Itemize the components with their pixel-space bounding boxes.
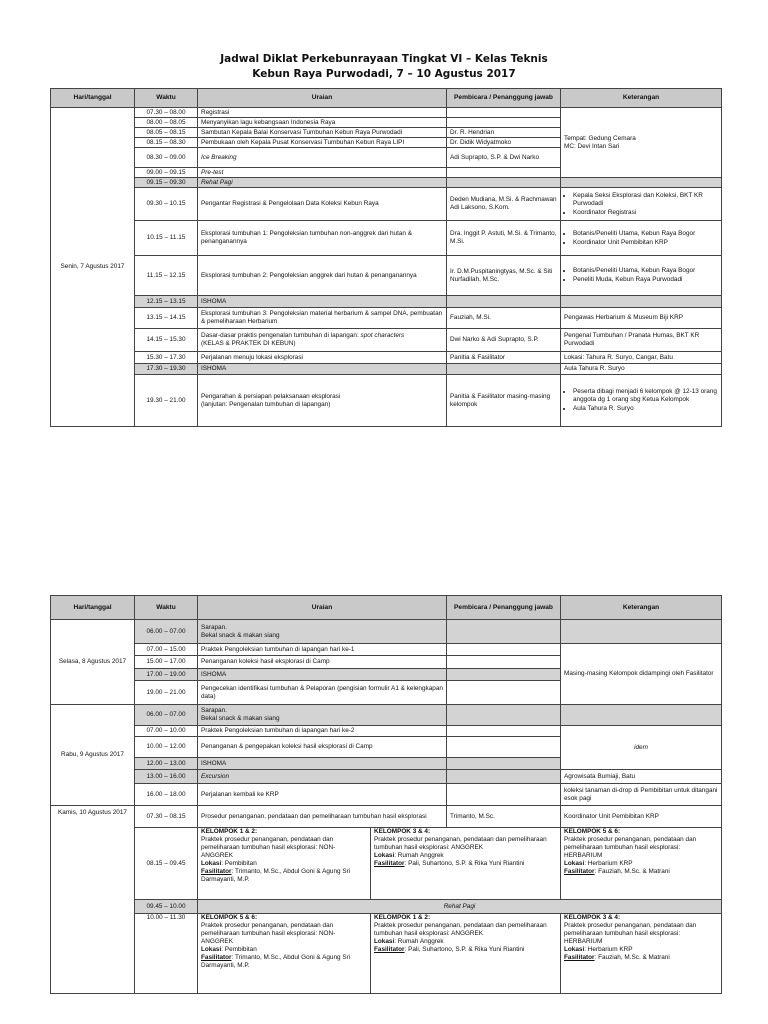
- note-bullet: • Peserta dibagi menjadi 6 kelompok @ 12-13 orang anggota dg 1 orang sbg Ketua Kelompok: [573, 388, 718, 404]
- time-cell: 08.15 – 09.45: [135, 828, 198, 900]
- facilitator-value: : Fauziah, M.Sc. & Matrani: [594, 868, 670, 875]
- speaker-cell: [447, 644, 561, 656]
- desc-text: Bekal snack & makan siang: [201, 631, 280, 639]
- speaker-cell: [447, 681, 561, 705]
- time-cell: 06.00 – 07.00: [135, 705, 198, 726]
- desc-text: Pengarahan & persiapan pelaksanaan eksplorasi: [201, 392, 341, 400]
- col-header-desc: Uraian: [198, 89, 447, 108]
- time-cell: 13.15 – 14.15: [135, 308, 198, 329]
- time-cell: 08.00 – 08.05: [135, 118, 198, 128]
- group-cell: [198, 914, 371, 994]
- note-cell: [561, 108, 722, 178]
- table-row: [51, 726, 722, 737]
- table-row: [51, 108, 722, 118]
- location-label: Lokasi: [201, 946, 222, 953]
- desc-cell: Penanganan & pengepakan koleksi hasil eksplorasi di Camp: [198, 737, 447, 758]
- note-cell: [561, 221, 722, 256]
- speaker-cell: [447, 656, 561, 669]
- note-cell: [561, 178, 722, 188]
- time-cell: 08.05 – 08.15: [135, 128, 198, 138]
- speaker-cell: [447, 620, 561, 644]
- day-cell: Kamis, 10 Agustus 2017: [51, 806, 135, 994]
- desc-cell: ISHOMA: [198, 296, 447, 308]
- time-cell: 07.30 – 08.15: [135, 806, 198, 828]
- col-header-time: Waktu: [135, 596, 198, 620]
- desc-cell: Menyanyikan lagu kebangsaan Indonesia Raya: [198, 118, 447, 128]
- speaker-cell: [447, 758, 561, 770]
- table-row: [51, 705, 722, 726]
- time-cell: 13.00 – 16.00: [135, 770, 198, 784]
- desc-cell: Praktek Pengoleksian tumbuhan di lapangan hari ke-1: [198, 644, 447, 656]
- speaker-cell: Dra. Inggit P. Astuti, M.Si. & Trimanto, M.Si.: [447, 221, 561, 256]
- time-cell: 09.45 – 10.00: [135, 900, 198, 914]
- time-cell: 12.15 – 13.15: [135, 296, 198, 308]
- time-cell: 10.00 – 11.30: [135, 914, 198, 994]
- desc-cell: [198, 620, 447, 644]
- table-row: [51, 188, 722, 221]
- table-row: [51, 828, 722, 900]
- table-row: [51, 375, 722, 427]
- facilitator-label: Fasilitator: [374, 860, 405, 867]
- table-row: [51, 770, 722, 784]
- time-cell: 07.00 – 15.00: [135, 644, 198, 656]
- time-cell: 15.00 – 17.00: [135, 656, 198, 669]
- speaker-cell: [447, 737, 561, 758]
- note-cell: Agrowisata Bumiaji, Batu: [561, 770, 722, 784]
- document-title: Jadwal Diklat Perkebunrayaan Tingkat VI – Kelas Teknis: [220, 53, 548, 65]
- day-cell: Senin, 7 Agustus 2017: [51, 108, 135, 427]
- speaker-cell: [447, 770, 561, 784]
- day-cell: Selasa, 8 Agustus 2017: [51, 620, 135, 705]
- group-text: Praktek prosedur penanganan, pendataan dan pemeliharaan tumbuhan hasil eksplorasi: HERBARIUM: [564, 836, 697, 859]
- location-label: Lokasi: [374, 852, 395, 859]
- group-title: KELOMPOK 1 & 2:: [201, 828, 258, 835]
- col-header-time: Waktu: [135, 89, 198, 108]
- col-header-speaker: Pembicara / Penanggung jawab: [447, 596, 561, 620]
- time-cell: 10.00 – 12.00: [135, 737, 198, 758]
- desc-cell: Rehat Pagi: [198, 900, 722, 914]
- table-row: [51, 644, 722, 656]
- note-cell: koleksi tanaman di-drop di Pembibitan untuk ditangani esok pagi: [561, 784, 722, 806]
- note-mc: MC: Devi Intan Sari: [564, 142, 620, 150]
- speaker-cell: Dr. Didik Widyatmoko: [447, 138, 561, 148]
- group-title: KELOMPOK 5 & 6:: [201, 914, 258, 921]
- desc-cell: [198, 329, 447, 352]
- desc-cell: Registrasi: [198, 108, 447, 118]
- note-bullet: • Peneliti Muda, Kebun Raya Purwodadi: [573, 276, 718, 284]
- document-subtitle: Kebun Raya Purwodadi, 7 – 10 Agustus 2017: [252, 68, 516, 80]
- speaker-cell: [447, 168, 561, 178]
- facilitator-value: : Fauziah, M.Sc. & Matrani: [594, 954, 670, 961]
- table-header: [51, 596, 722, 620]
- time-cell: 19.00 – 21.00: [135, 681, 198, 705]
- note-bullet: • Aula Tahura R. Suryo: [573, 405, 718, 413]
- note-bullet: • Koordinator Unit Pembibitan KRP: [573, 239, 718, 247]
- table-row: [51, 221, 722, 256]
- speaker-cell: [447, 726, 561, 737]
- note-cell: Aula Tahura R. Suryo: [561, 364, 722, 375]
- facilitator-label: Fasilitator: [201, 954, 232, 961]
- location-label: Lokasi: [201, 860, 222, 867]
- note-venue: Tempat: Gedung Cemara: [564, 134, 636, 142]
- speaker-cell: Panitia & Fasilitator: [447, 352, 561, 364]
- table-row: [51, 620, 722, 644]
- location-value: : Herbarium KRP: [584, 946, 633, 953]
- time-cell: 07.00 – 10.00: [135, 726, 198, 737]
- time-cell: 08.15 – 08.30: [135, 138, 198, 148]
- group-title: KELOMPOK 3 & 4:: [374, 828, 431, 835]
- desc-cell: ISHOMA: [198, 364, 447, 375]
- location-value: : Pembibitan: [221, 860, 257, 867]
- table-row: [51, 806, 722, 828]
- note-cell: [561, 256, 722, 296]
- desc-cell: Rehat Pagi: [198, 178, 447, 188]
- speaker-cell: Dr. R. Hendrian: [447, 128, 561, 138]
- desc-text: Sarapan.: [201, 707, 227, 714]
- table-row: [51, 329, 722, 352]
- speaker-cell: [447, 178, 561, 188]
- desc-cell: Pembukaan oleh Kepala Pusat Konservasi Tumbuhan Kebun Raya LIPI: [198, 138, 447, 148]
- time-cell: 09.30 – 10.15: [135, 188, 198, 221]
- time-cell: 19.30 – 21.00: [135, 375, 198, 427]
- facilitator-value: : Trimanto, M.Sc., Abdul Goni & Agung Sri Darmayanti, M.P.: [201, 868, 351, 883]
- desc-cell: Pengecekan identifikasi tumbuhan & Pelaporan (pengisian formulir A1 & kelengkapan data): [198, 681, 447, 705]
- location-label: Lokasi: [564, 946, 585, 953]
- col-header-day: Hari/tanggal: [51, 596, 135, 620]
- group-text: Praktek prosedur penanganan, pendataan dan pemeliharaan tumbuhan hasil eksplorasi: ANGGREK: [374, 922, 547, 937]
- group-title: KELOMPOK 5 & 6:: [564, 828, 621, 835]
- desc-text: Sarapan.: [201, 623, 227, 631]
- location-label: Lokasi: [374, 938, 395, 945]
- col-header-note: Keterangan: [561, 89, 722, 108]
- desc-cell: Eksplorasi tumbuhan 3: Pengoleksian material herbarium & sampel DNA, pembuatan & pemeliharaan Herbarium: [198, 308, 447, 329]
- time-cell: 14.15 – 15.30: [135, 329, 198, 352]
- note-bullet: • Botanis/Peneliti Utama, Kebun Raya Bogor: [573, 267, 718, 275]
- time-cell: 08.30 – 09.00: [135, 148, 198, 168]
- speaker-cell: [447, 108, 561, 118]
- table-row: [51, 256, 722, 296]
- speaker-cell: Deden Mudiana, M.Si. & Rachmawan Adi Laksono, S.Kom.: [447, 188, 561, 221]
- table-row: [51, 296, 722, 308]
- note-bullet: • Koordinator Registrasi: [573, 209, 718, 217]
- desc-cell: ISHOMA: [198, 758, 447, 770]
- desc-cell: Perjalanan menuju lokasi eksplorasi: [198, 352, 447, 364]
- note-cell: [561, 296, 722, 308]
- facilitator-label: Fasilitator: [564, 868, 595, 875]
- group-cell: [371, 828, 561, 900]
- desc-cell: Eksplorasi tumbuhan 1: Pengoleksian tumbuhan non-anggrek dari hutan & penanganannya: [198, 221, 447, 256]
- table-row: [51, 178, 722, 188]
- table-row: [51, 364, 722, 375]
- time-cell: 09.00 – 09.15: [135, 168, 198, 178]
- table-row: [51, 900, 722, 914]
- col-header-day: Hari/tanggal: [51, 89, 135, 108]
- time-cell: 12.00 – 13.00: [135, 758, 198, 770]
- table-row: [51, 308, 722, 329]
- location-label: Lokasi: [564, 860, 585, 867]
- time-cell: 09.15 – 09.30: [135, 178, 198, 188]
- group-title: KELOMPOK 3 & 4:: [564, 914, 621, 921]
- speaker-cell: [447, 364, 561, 375]
- group-text: Praktek prosedur penanganan, pendataan dan pemeliharaan tumbuhan hasil eksplorasi: NON-ANGGREK: [201, 836, 336, 859]
- table-row: [51, 352, 722, 364]
- note-cell: Koordinator Unit Pembibitan KRP: [561, 806, 722, 828]
- group-text: Praktek prosedur penanganan, pendataan dan pemeliharaan tumbuhan hasil eksplorasi: HERBARIUM: [564, 922, 697, 945]
- time-cell: 17.30 – 19.30: [135, 364, 198, 375]
- time-cell: 11.15 – 12.15: [135, 256, 198, 296]
- desc-cell: Pengantar Registrasi & Pengelolaan Data Koleksi Kebun Raya: [198, 188, 447, 221]
- location-value: : Pembibitan: [221, 946, 257, 953]
- facilitator-value: : Pali, Suhartono, S.P. & Rika Yuni Riantini: [404, 946, 525, 953]
- desc-cell: Perjalanan kembali ke KRP: [198, 784, 447, 806]
- schedule-table-day1: [50, 88, 722, 427]
- col-header-speaker: Pembicara / Penanggung jawab: [447, 89, 561, 108]
- speaker-cell: Dwi Narko & Adi Suprapto, S.P.: [447, 329, 561, 352]
- facilitator-label: Fasilitator: [564, 954, 595, 961]
- group-cell: [561, 914, 722, 994]
- desc-cell: Penanganan koleksi hasil eksplorasi di Camp: [198, 656, 447, 669]
- note-cell: [561, 705, 722, 726]
- facilitator-value: : Pali, Suhartono, S.P. & Rika Yuni Riantini: [404, 860, 525, 867]
- speaker-cell: Fauziah, M.Si.: [447, 308, 561, 329]
- facilitator-label: Fasilitator: [374, 946, 405, 953]
- speaker-cell: [447, 669, 561, 681]
- speaker-cell: Panitia & Fasilitator masing-masing kelompok: [447, 375, 561, 427]
- note-cell: [561, 375, 722, 427]
- table-header: [51, 89, 722, 108]
- desc-cell: Praktek Pengoleksian tumbuhan di lapangan hari ke-2: [198, 726, 447, 737]
- group-cell: [371, 914, 561, 994]
- location-value: : Herbarium KRP: [584, 860, 633, 867]
- desc-text: Bekal snack & makan siang: [201, 715, 280, 722]
- time-cell: 07.30 – 08.00: [135, 108, 198, 118]
- group-title: KELOMPOK 1 & 2:: [374, 914, 431, 921]
- speaker-cell: Trimanto, M.Sc.: [447, 806, 561, 828]
- desc-cell: [198, 705, 447, 726]
- location-value: : Rumah Anggrek: [394, 852, 444, 859]
- note-cell: idem: [561, 726, 722, 770]
- desc-cell: Eksplorasi tumbuhan 2: Pengoleksian anggrek dari hutan & penanganannya: [198, 256, 447, 296]
- group-text: Praktek prosedur penanganan, pendataan dan pemeliharaan tumbuhan hasil eksplorasi: NON-ANGGREK: [201, 922, 336, 945]
- desc-cell: Excursion: [198, 770, 447, 784]
- schedule-table-day2-4: [50, 595, 722, 994]
- table-row: [51, 784, 722, 806]
- desc-cell: Ice Breaking: [198, 148, 447, 168]
- col-header-desc: Uraian: [198, 596, 447, 620]
- speaker-cell: Adi Suprapto, S.P. & Dwi Narko: [447, 148, 561, 168]
- time-cell: 15.30 – 17.30: [135, 352, 198, 364]
- time-cell: 10.15 – 11.15: [135, 221, 198, 256]
- desc-text: Dasar-dasar praktis pengenalan tumbuhan di lapangan:: [201, 332, 361, 339]
- note-cell: Lokasi: Tahura R. Suryo, Cangar, Batu: [561, 352, 722, 364]
- group-cell: [198, 828, 371, 900]
- desc-italic: spot characters: [360, 332, 405, 339]
- note-cell: Pengenal Tumbuhan / Pranata Humas, BKT KR Purwodadi: [561, 329, 722, 352]
- time-cell: 17.00 – 19.00: [135, 669, 198, 681]
- speaker-cell: [447, 296, 561, 308]
- desc-cell: Prosedur penanganan, pendataan dan pemeliharaan tumbuhan hasil eksplorasi: [198, 806, 447, 828]
- speaker-cell: [447, 118, 561, 128]
- day-cell: Rabu, 9 Agustus 2017: [51, 705, 135, 806]
- speaker-cell: Ir. D.M.Puspitaningtyas, M.Sc. & Siti Nurfadilah, M.Sc.: [447, 256, 561, 296]
- note-bullet: • Botanis/Peneliti Utama, Kebun Raya Bogor: [573, 230, 718, 238]
- time-cell: 06.00 – 07.00: [135, 620, 198, 644]
- note-cell: [561, 188, 722, 221]
- desc-text: (lanjutan: Pengenalan tumbuhan di lapangan): [201, 400, 331, 408]
- desc-cell: ISHOMA: [198, 669, 447, 681]
- facilitator-value: : Trimanto, M.Sc., Abdul Goni & Agung Sri Darmayanti, M.P.: [201, 954, 351, 969]
- col-header-note: Keterangan: [561, 596, 722, 620]
- facilitator-label: Fasilitator: [201, 868, 232, 875]
- desc-cell: Sambutan Kepala Balai Konservasi Tumbuhan Kebun Raya Purwodadi: [198, 128, 447, 138]
- speaker-cell: [447, 784, 561, 806]
- time-cell: 16.00 – 18.00: [135, 784, 198, 806]
- desc-text: (KELAS & PRAKTEK DI KEBUN): [201, 340, 296, 347]
- desc-cell: Pre-test: [198, 168, 447, 178]
- group-text: Praktek prosedur penanganan, pendataan dan pemeliharaan tumbuhan hasil eksplorasi: ANGGREK: [374, 836, 547, 851]
- speaker-cell: [447, 705, 561, 726]
- location-value: : Rumah Anggrek: [394, 938, 444, 945]
- note-cell: [561, 620, 722, 644]
- note-cell: Masing-masing Kelompok didampingi oleh Fasilitator: [561, 644, 722, 705]
- note-bullet: • Kepala Seksi Eksplorasi dan Koleksi, BKT KR Purwodadi: [573, 192, 718, 208]
- note-cell: Pengawas Herbarium & Museum Biji KRP: [561, 308, 722, 329]
- desc-cell: [198, 375, 447, 427]
- table-row: [51, 914, 722, 994]
- group-cell: [561, 828, 722, 900]
